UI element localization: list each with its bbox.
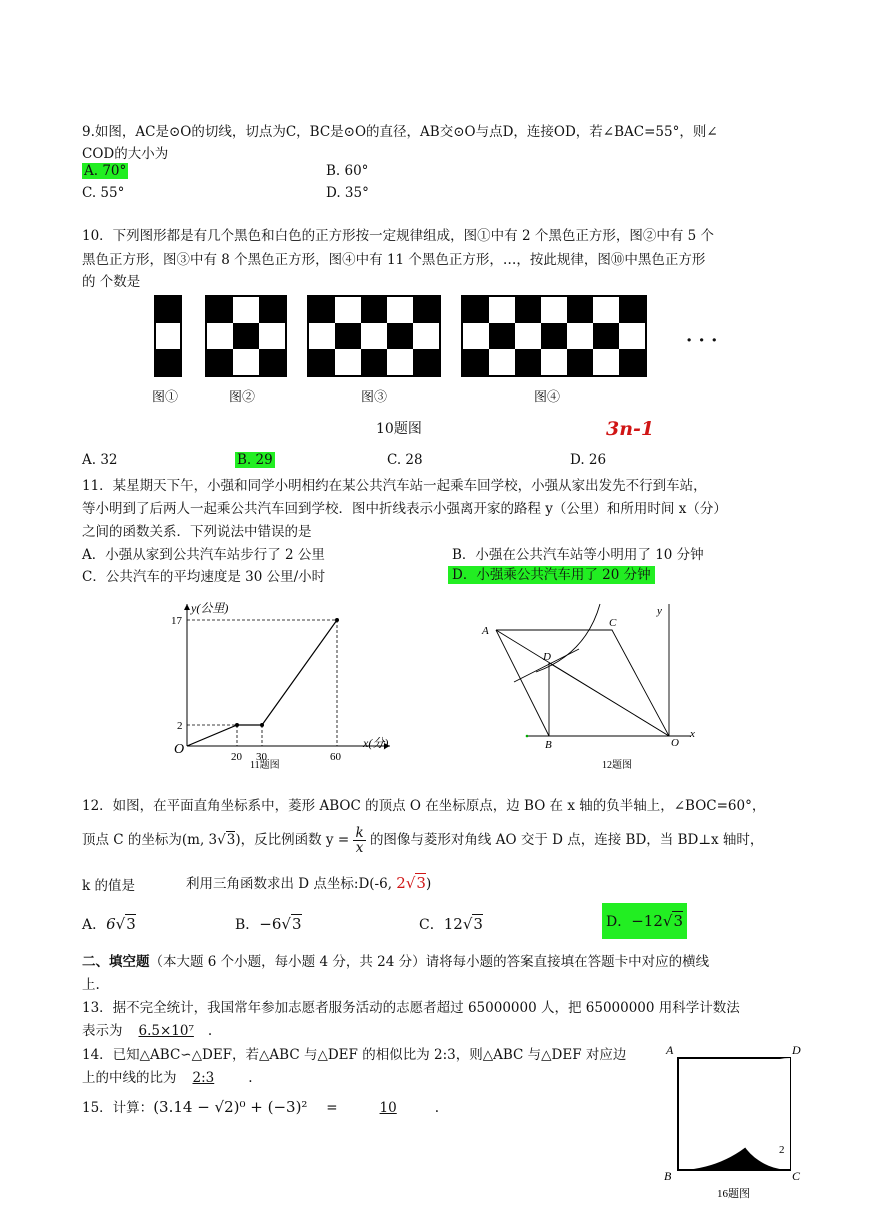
q16-figure [662, 1040, 812, 1200]
q16-label-b: B [664, 1169, 672, 1183]
q11-y-axis-label: y(公里) [191, 601, 229, 615]
q16-label-a: A [666, 1043, 674, 1057]
q11-graph-caption: 11题图 [250, 760, 280, 771]
pattern-4 [462, 296, 646, 376]
q12-line2 [82, 820, 763, 860]
q11-ytick-2: 2 [177, 720, 183, 732]
q10-answer-highlight: B. 29 [237, 452, 273, 468]
q9-line1: 9.如图，AC是⊙O的切线，切点为C，BC是⊙O的直径，AB交⊙O与点D，连接OD，若∠BAC=55°，则∠ [82, 124, 718, 140]
q11-xtick-60: 60 [330, 751, 341, 763]
q10-label-fig2: 图② [229, 390, 256, 405]
q11-option-c[interactable]: C．公共汽车的平均速度是 30 公里/小时 [82, 569, 326, 585]
q14-line2 [82, 1066, 253, 1086]
q14-suffix: . [248, 1070, 253, 1086]
q12-option-b[interactable] [235, 914, 302, 934]
q12-label-a: A [482, 625, 489, 637]
q12-label-d: D [543, 651, 551, 663]
q9-option-c[interactable]: C. 55° [82, 185, 125, 201]
section2-heading [82, 950, 709, 970]
sqrt-symbol: √ [462, 915, 473, 933]
q12-line2-part-b: )，反比例函数 y = [235, 832, 350, 848]
q12-option-d-label: D． [606, 914, 632, 930]
q16-label-d: D [792, 1043, 801, 1057]
q11-ytick-17: 17 [171, 615, 182, 627]
q12-option-c-label: C． [419, 917, 444, 933]
q9-option-a[interactable] [82, 163, 128, 179]
sqrt-symbol: √ [115, 915, 126, 933]
q13-prefix: 表示为 [82, 1023, 123, 1039]
q10-label-fig3: 图③ [361, 390, 388, 405]
q12-label-b: B [545, 739, 552, 751]
q9-line2: COD的大小为 [82, 146, 169, 162]
q16-label-side: 2 [779, 1144, 785, 1156]
q12-figure-caption: 12题图 [602, 760, 632, 771]
section2-line2: 上. [82, 977, 100, 993]
q10-line3: 的 个数是 [82, 274, 141, 290]
q13-answer[interactable]: 6.5×10⁷ [138, 1023, 194, 1039]
q12-label-o: O [671, 737, 679, 749]
q14-answer[interactable]: 2:3 [192, 1070, 215, 1086]
q12-note-red-coef: 2 [396, 874, 406, 892]
q11-graph [170, 598, 430, 773]
q11-option-a[interactable]: A．小强从家到公共汽车站步行了 2 公里 [82, 547, 325, 563]
q16-label-c: C [792, 1169, 801, 1183]
q13-line1: 13．据不完全统计，我国常年参加志愿者服务活动的志愿者超过 65000000 人，把 65000000 用科学计数法 [82, 1000, 740, 1016]
q11-x-axis-label: x(分) [363, 736, 389, 750]
q12-note-red: 2√3 [396, 874, 426, 892]
q13-suffix: . [207, 1023, 213, 1039]
q11-option-b[interactable]: B．小强在公共汽车站等小明用了 10 分钟 [452, 547, 704, 563]
pattern-3 [308, 296, 440, 376]
section2-title: 二、填空题 [82, 954, 150, 970]
q12-option-c-value: 12 [443, 915, 463, 933]
q16-caption: 16题图 [717, 1188, 750, 1200]
q10-label-fig1: 图① [152, 390, 179, 405]
fraction-numerator: k [355, 824, 364, 841]
q9-option-b[interactable]: B. 60° [326, 163, 369, 179]
q12-line3: k 的值是 [82, 878, 135, 894]
q12-option-d-sqrt: 3 [673, 912, 683, 930]
q15-expression: (3.14 − √2)⁰ + (−3)² [153, 1098, 308, 1116]
q11-line1: 11．某星期天下午，小强和同学小明相约在某公共汽车站一起乘车回学校，小强从家出发先不行到车站， [82, 478, 707, 494]
q12-label-y: y [657, 605, 662, 617]
q10-option-b[interactable] [235, 452, 275, 468]
q11-answer-highlight: D．小强乘公共汽车用了 20 分钟 [448, 566, 655, 584]
pattern-2 [206, 296, 286, 376]
sqrt-symbol: √ [662, 912, 673, 930]
q11-option-d[interactable] [448, 563, 655, 583]
sqrt-symbol: √ [217, 832, 226, 848]
q9-option-d[interactable]: D. 35° [326, 185, 369, 201]
q12-option-b-sqrt: 3 [291, 915, 302, 933]
q9-answer-highlight: A. 70° [84, 163, 127, 179]
q12-option-d-value: −12 [631, 912, 663, 930]
q12-line1: 12．如图，在平面直角坐标系中，菱形 ABOC 的顶点 O 在坐标原点，边 BO 在 x 轴的负半轴上，∠BOC=60°， [82, 798, 766, 814]
q12-option-d[interactable] [602, 903, 687, 939]
q10-annotation: 3n-1 [606, 418, 655, 440]
q15-equals: = [326, 1100, 338, 1116]
q12-option-b-value: −6 [259, 915, 282, 933]
fraction-k-over-x [353, 826, 365, 855]
q15-line [82, 1096, 439, 1116]
fraction-denominator: x [355, 840, 364, 856]
q12-note-sqrt: 3 [416, 874, 426, 892]
sqrt-symbol: √ [281, 915, 291, 933]
q12-line2-part-c: 的图像与菱形对角线 AO 交于 D 点，连接 BD，当 BD⊥x 轴时， [369, 832, 764, 848]
q12-option-a[interactable] [82, 914, 136, 934]
q11-line2: 等小明到了后两人一起乘公共汽车回到学校．图中折线表示小强离开家的路程 y（公里）和所用时间 x（分） [82, 501, 727, 517]
q10-line1: 10．下列图形都是有几个黑色和白色的正方形按一定规律组成，图①中有 2 个黑色正方形，图②中有 5 个 [82, 228, 715, 244]
q15-prefix: 15．计算： [82, 1100, 154, 1116]
q12-note [186, 872, 431, 892]
q10-option-c[interactable]: C. 28 [387, 452, 423, 468]
q11-origin-label: O [174, 742, 185, 757]
q11-xtick-30: 30 [256, 751, 267, 763]
q12-option-c[interactable] [419, 914, 483, 934]
q10-line2: 黑色正方形，图③中有 8 个黑色正方形，图④中有 11 个黑色正方形，…，按此规律，图⑩中黑色正方形 [82, 252, 706, 268]
q10-option-d[interactable]: D. 26 [570, 452, 607, 468]
q10-caption: 10题图 [376, 421, 422, 437]
q14-line1: 14．已知△ABC∽△DEF，若△ABC 与△DEF 的相似比为 2:3，则△ABC 与△DEF 对应边 [82, 1047, 627, 1063]
q12-figure [476, 594, 706, 774]
q13-line2 [82, 1019, 212, 1039]
q11-xtick-20: 20 [231, 751, 242, 763]
q10-label-fig4: 图④ [534, 390, 561, 405]
q14-prefix: 上的中线的比为 [82, 1070, 177, 1086]
q12-note-part-b: ) [425, 876, 432, 892]
q12-label-c: C [609, 617, 617, 629]
pattern-1 [155, 296, 181, 376]
q15-answer[interactable]: 10 [379, 1100, 397, 1116]
q10-ellipsis: · · · [686, 330, 718, 351]
q12-label-x: x [690, 728, 695, 740]
q12-option-c-sqrt: 3 [473, 915, 483, 933]
q12-note-part-a: 利用三角函数求出 D 点坐标:D(-6, [186, 876, 392, 892]
q12-option-a-sqrt: 3 [126, 915, 136, 933]
q12-line2-part-a: 顶点 C 的坐标为(m, 3 [82, 832, 218, 848]
q12-line2-sqrt: 3 [226, 832, 236, 848]
q15-suffix: . [434, 1100, 440, 1116]
q11-line3: 之间的函数关系．下列说法中错误的是 [82, 524, 312, 540]
q10-option-a[interactable]: A. 32 [82, 452, 118, 468]
q12-option-a-value: 6 [106, 915, 116, 933]
section2-instructions: （本大题 6 个小题，每小题 4 分，共 24 分）请将每小题的答案直接填在答题卡中对应的横线 [149, 954, 710, 970]
q12-option-b-label: B． [235, 917, 260, 933]
q12-option-a-label: A． [82, 917, 107, 933]
